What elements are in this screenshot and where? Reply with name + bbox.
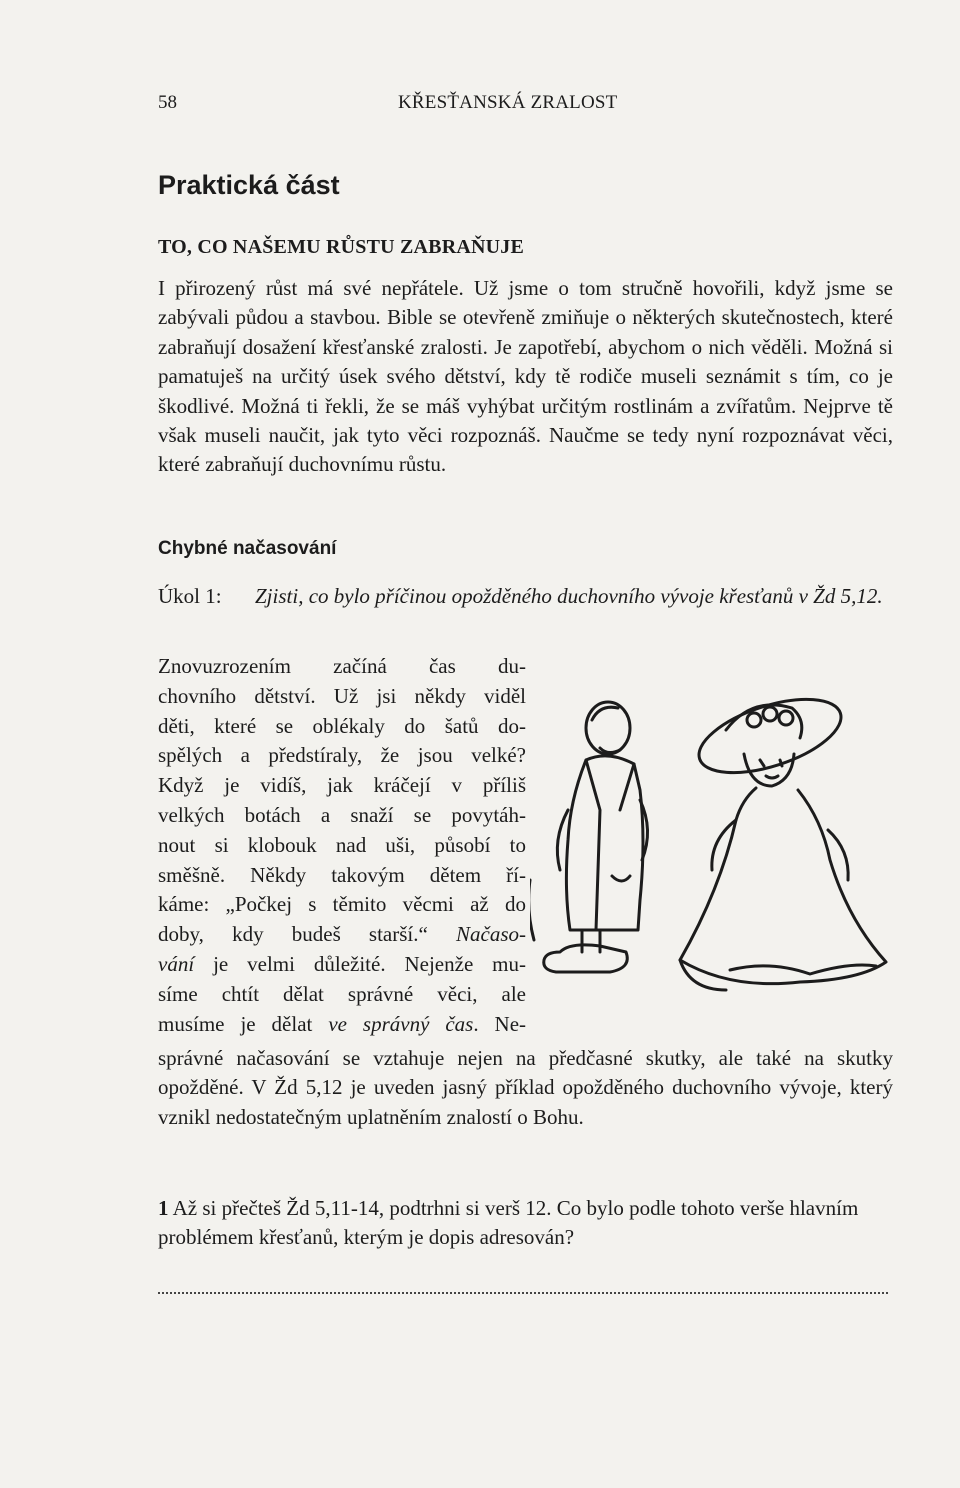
text-line: velkých botách a snaží se povytáh-: [158, 802, 526, 827]
intro-paragraph: I přirozený růst má své nepřátele. Už jsme o tom stručně hovořili, když jsme se zabývali půdou a stavbou. Bible se otevřeně zmiňuje o některých skutečnostech, které zabraňují dosažení křesťanské zralosti. Je zapotřebí, abychom o nich věděli. Možná si pamatuješ na určitý úsek svého dětství, kdy tě rodiče museli seznámit s tím, co je škodlivé. Možná ti řekli, že se máš vyhýbat určitým rostlinám a zvířatům. Nejprve tě však museli naučit, jak tyto věci rozpoznáš. Naučme se tedy nyní rozpoznávat věci, které zabraňují duchovnímu růstu.: [158, 276, 893, 477]
subheading-timing: Chybné načasování: [158, 538, 337, 559]
emphasis-text: ve správný čas: [328, 1011, 474, 1036]
text-line: [158, 920, 526, 950]
text-line: směšně. Někdy takovým dětem ří-: [158, 862, 526, 887]
emphasis-text: Načaso-: [456, 922, 526, 947]
text-line: děti, které se oblékaly do šatů do-: [158, 713, 526, 738]
question-text: Až si přečteš Žd 5,11-14, podtrhni si verš 12. Co bylo podle tohoto verše hlavním problémem křesťanů, kterým je dopis adresován?: [158, 1196, 859, 1250]
children-in-adult-clothes-illustration: [530, 690, 900, 1010]
task-text: Zjisti, co bylo příčinou opožděného duchovního vývoje křesťanů v Žd 5,12.: [255, 584, 883, 608]
text-line: Když je vidíš, jak kráčejí v příliš: [158, 773, 526, 798]
text-line: [158, 950, 526, 980]
wrapped-paragraph: [158, 652, 526, 1039]
question-number: 1: [158, 1196, 169, 1220]
text-segment: musíme je dělat: [158, 1011, 329, 1036]
text-line: chovního dětství. Už jsi někdy viděl: [158, 683, 526, 708]
page-number: 58: [158, 92, 177, 113]
emphasis-text: vání: [158, 951, 195, 976]
boy-figure: [530, 702, 648, 972]
text-line: nout si klobouk nad uši, působí to: [158, 832, 526, 857]
question-1: [158, 1194, 893, 1253]
text-line: síme chtít dělat správné věci, ale: [158, 981, 526, 1006]
text-line: spělých a předstíraly, že jsou velké?: [158, 743, 526, 768]
text-line: káme: „Počkej s těmito věcmi až do: [158, 892, 526, 917]
text-line: Znovuzrozením začíná čas du-: [158, 654, 526, 678]
subsection-title: TO, CO NAŠEMU RŮSTU ZABRAŇUJE: [158, 236, 525, 258]
text-segment: doby, kdy budeš starší.“: [158, 922, 456, 947]
section-title: Praktická část: [158, 170, 340, 200]
continued-paragraph: správné načasování se vztahuje nejen na předčasné skutky, ale také na skutky opožděné. V Žd 5,12 je uveden jasný příklad opožděného duchovního vývoje, který vznikl nedostatečným uplatněním znalostí o Bohu.: [158, 1046, 893, 1129]
text-segment: je velmi důležité. Nejenže mu-: [194, 951, 526, 976]
text-segment: . Ne-: [473, 1011, 527, 1036]
answer-line[interactable]: [158, 1290, 888, 1294]
girl-figure: [680, 690, 886, 990]
task-label: Úkol 1:: [158, 584, 222, 608]
text-line: [158, 1010, 526, 1040]
running-head: KŘESŤANSKÁ ZRALOST: [398, 92, 618, 113]
